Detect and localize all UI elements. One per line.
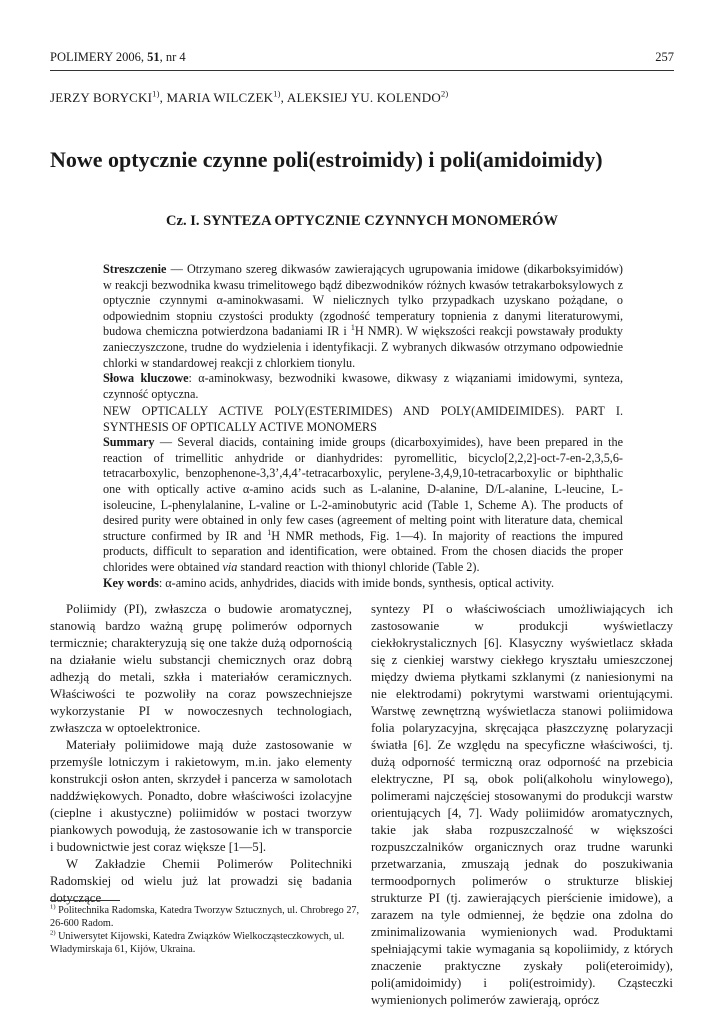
abstract-text: — Otrzymano szereg dikwasów zawierających ugrupowania imidowe (dikarboksyimidów) w reakcji bezwodnika kwasu trimelitowego bądź dibezwodników różnych kwasów tetrakarboksylowych z optycznie czynnymi α-aminokwasami. W nielicznych tylko przypadkach uzyskano pożądane, o odpowiednim stopniu czystości produkty (zgodność temperatury topnienia z danymi literaturowymi, budowa chemiczna potwierdzona badaniami IR i bbox=[103, 262, 623, 339]
article-title: Nowe optycznie czynne poli(estroimidy) i poli(amidoimidy) bbox=[50, 147, 603, 172]
abstract-english-text bbox=[103, 435, 623, 575]
body-column-right bbox=[371, 601, 673, 1009]
footnotes bbox=[50, 904, 360, 956]
author-name: MARIA WILCZEK bbox=[166, 90, 274, 105]
body-paragraph: Poliimidy (PI), zwłaszcza o budowie aromatycznej, stanowią bardzo ważną grupę polimerów odpornych termicznie; charakteryzują się one także dużą odpornością na działanie wielu substancji chemicznych oraz dobrą adhezją do metali, szkła i materiałów ceramicznych. Właściwości te pozwoliły na coraz powszechniejsze wykorzystanie PI w nowoczesnych technologiach, zwłaszcza w optoelektronice. bbox=[50, 602, 352, 735]
abstract-polish bbox=[103, 262, 623, 402]
author-separator: , bbox=[159, 90, 167, 105]
footnote-text: Uniwersytet Kijowski, Katedra Związków Wielkocząsteczkowych, ul. Władymirskaja 61, Kijów, Ukraina. bbox=[50, 931, 345, 955]
author-affiliation-mark: 2) bbox=[440, 88, 449, 99]
keywords-label: Słowa kluczowe bbox=[103, 371, 189, 386]
abstract-text: H NMR). W większości reakcji powstawały produkty zanieczyszczone, trudne do wydzielenia i identyfikacji. Z wybranych dikwasów otrzymano odpowiednie chlorki w standardowej reakcji z chlorkiem tionylu. bbox=[103, 324, 623, 370]
summary-text: standard reaction with thionyl chloride (Table 2). bbox=[237, 559, 480, 574]
running-header bbox=[50, 50, 674, 65]
summary-text: H NMR methods, Fig. 1—4). In majority of reactions the impured products, difficult to separation and identification, were obtained. From the chosen diacids the proper chlorides were obtained bbox=[103, 528, 623, 574]
header-rule bbox=[50, 70, 674, 71]
volume-number: 51 bbox=[147, 50, 160, 64]
footnote-text: Politechnika Radomska, Katedra Tworzyw Sztucznych, ul. Chrobrego 27, 26-600 Radom. bbox=[50, 905, 360, 929]
page-number: 257 bbox=[655, 50, 674, 64]
issue-number: , nr 4 bbox=[159, 50, 186, 64]
author-line bbox=[50, 90, 448, 106]
body-column-left bbox=[50, 601, 352, 907]
footnote-rule bbox=[50, 900, 120, 901]
keywords-text: : α-amino acids, anhydrides, diacids with imide bonds, synthesis, optical activity. bbox=[158, 575, 555, 590]
keywords-text: : α-aminokwasy, bezwodniki kwasowe, dikwasy z wiązaniami imidowymi, synteza, czynność optyczna. bbox=[103, 371, 623, 401]
body-paragraph: syntezy PI o właściwościach umożliwiających ich zastosowanie w produkcji wyświetlaczy ciekłokrystalicznych [6]. Klasyczny wyświetlacz składa się z cienkiej warstwy ciekłego kryształu umieszczonej między dwiema płytkami szklanymi (z naniesionymi na nie elektrodami) pokrytymi warstwami orientującymi. Warstwę zewnętrzną wyświetlacza stanowi poliimidowa folia polaryzacyjna, skręcająca płaszczyznę polaryzacji światła [6]. Ze względu na specyficzne właściwości, tj. dużą odporność termiczną oraz odporność na przebicia elektryczne, PI są, obok poli(alkoholu winylowego), polimerami najczęściej stosowanymi do produkcji warstw orientujących [4, 7]. Wady poliimidów aromatycznych, takie jak słaba rozpuszczalność w większości rozpuszczalników organicznych oraz trudne warunki przetwarzania, zmuszają jednak do poszukiwania termoodpornych polimerów o strukturze bliskiej strukturze PI (tj. zawierających pierścienie imidowe), a zarazem na tyle odmiennej, że będzie ona zdolna do zminimalizowania wymienionych wad. Produktami spełniającymi takie wymagania są kopoliimidy, z których znaczenie praktyczne zyskały poli(eteroimidy), poli(amidoimidy) i poli(estroimidy). Cząsteczki wymienionych polimerów zawierają, oprócz bbox=[371, 602, 673, 1007]
author-affiliation-mark: 1) bbox=[273, 88, 281, 99]
keywords-english bbox=[103, 576, 623, 592]
body-paragraph: Materiały poliimidowe mają duże zastosowanie w przemyśle lotniczym i rakietowym, m.in. jako elementy konstrukcji osłon anten, skrzydeł i pancerza w samolotach naddźwiękowych. Ponadto, dobre właściwości izolacyjne (cieplne i akustyczne) poliimidów w postaci tworzyw piankowych powodują, że zastosowanie ich w transporcie i budownictwie jest coraz większe [1—5]. bbox=[50, 738, 352, 854]
abstract-label: Streszczenie bbox=[103, 262, 167, 276]
journal-name: POLIMERY 2006, bbox=[50, 50, 148, 64]
summary-text: — Several diacids, containing imide groups (dicarboxyimides), have been prepared in the reaction of trimellitic anhydride or dianhydrides: pyromellitic, bicyclo[2,2,2]-oct-7-en-2,3,5,6-tetracarboxylic, benzophenone-3,3’,4,4’-tetracarboxylic, perylene-3,4,9,10-tetracarboxylic or biphthalic one with optically active α-amino acids such as L-alanine, D-alanine, D/L-alanine, L-leucine, L-isoleucine, L-phenylalanine, L-valine or L-2-aminobutyric acid (Table 1, Scheme A). The products of desired purity were obtained in only few cases (agreement of melting point with literature data, chemical structure confirmed by IR and bbox=[103, 435, 623, 543]
footnote-marker: 1) bbox=[50, 903, 56, 911]
author-affiliation-mark: 1) bbox=[152, 88, 160, 99]
summary-label: Summary bbox=[103, 435, 155, 450]
abstract-english bbox=[103, 404, 623, 591]
superscript: 1 bbox=[267, 527, 272, 537]
keywords-label: Key words bbox=[103, 575, 159, 590]
author-name: JERZY BORYCKI bbox=[50, 90, 153, 105]
author-separator: , bbox=[280, 90, 287, 105]
footnote bbox=[50, 930, 360, 956]
abstract-polish-text bbox=[103, 262, 623, 371]
superscript: 1 bbox=[350, 323, 355, 333]
italic-word: via bbox=[222, 559, 238, 574]
article-subtitle: Cz. I. SYNTEZA OPTYCZNIE CZYNNYCH MONOMERÓW bbox=[166, 213, 558, 229]
english-title: NEW OPTICALLY ACTIVE POLY(ESTERIMIDES) AND POLY(AMIDEIMIDES). PART I. SYNTHESIS OF OPTICALLY ACTIVE MONOMERS bbox=[103, 404, 623, 434]
footnote-marker: 2) bbox=[50, 929, 56, 937]
body-paragraph: W Zakładzie Chemii Polimerów Politechniki Radomskiej od wielu już lat prowadzi się badania dotyczące bbox=[50, 857, 352, 905]
footnote bbox=[50, 904, 360, 930]
keywords-polish bbox=[103, 371, 623, 402]
author-name: ALEKSIEJ YU. KOLENDO bbox=[286, 90, 441, 105]
